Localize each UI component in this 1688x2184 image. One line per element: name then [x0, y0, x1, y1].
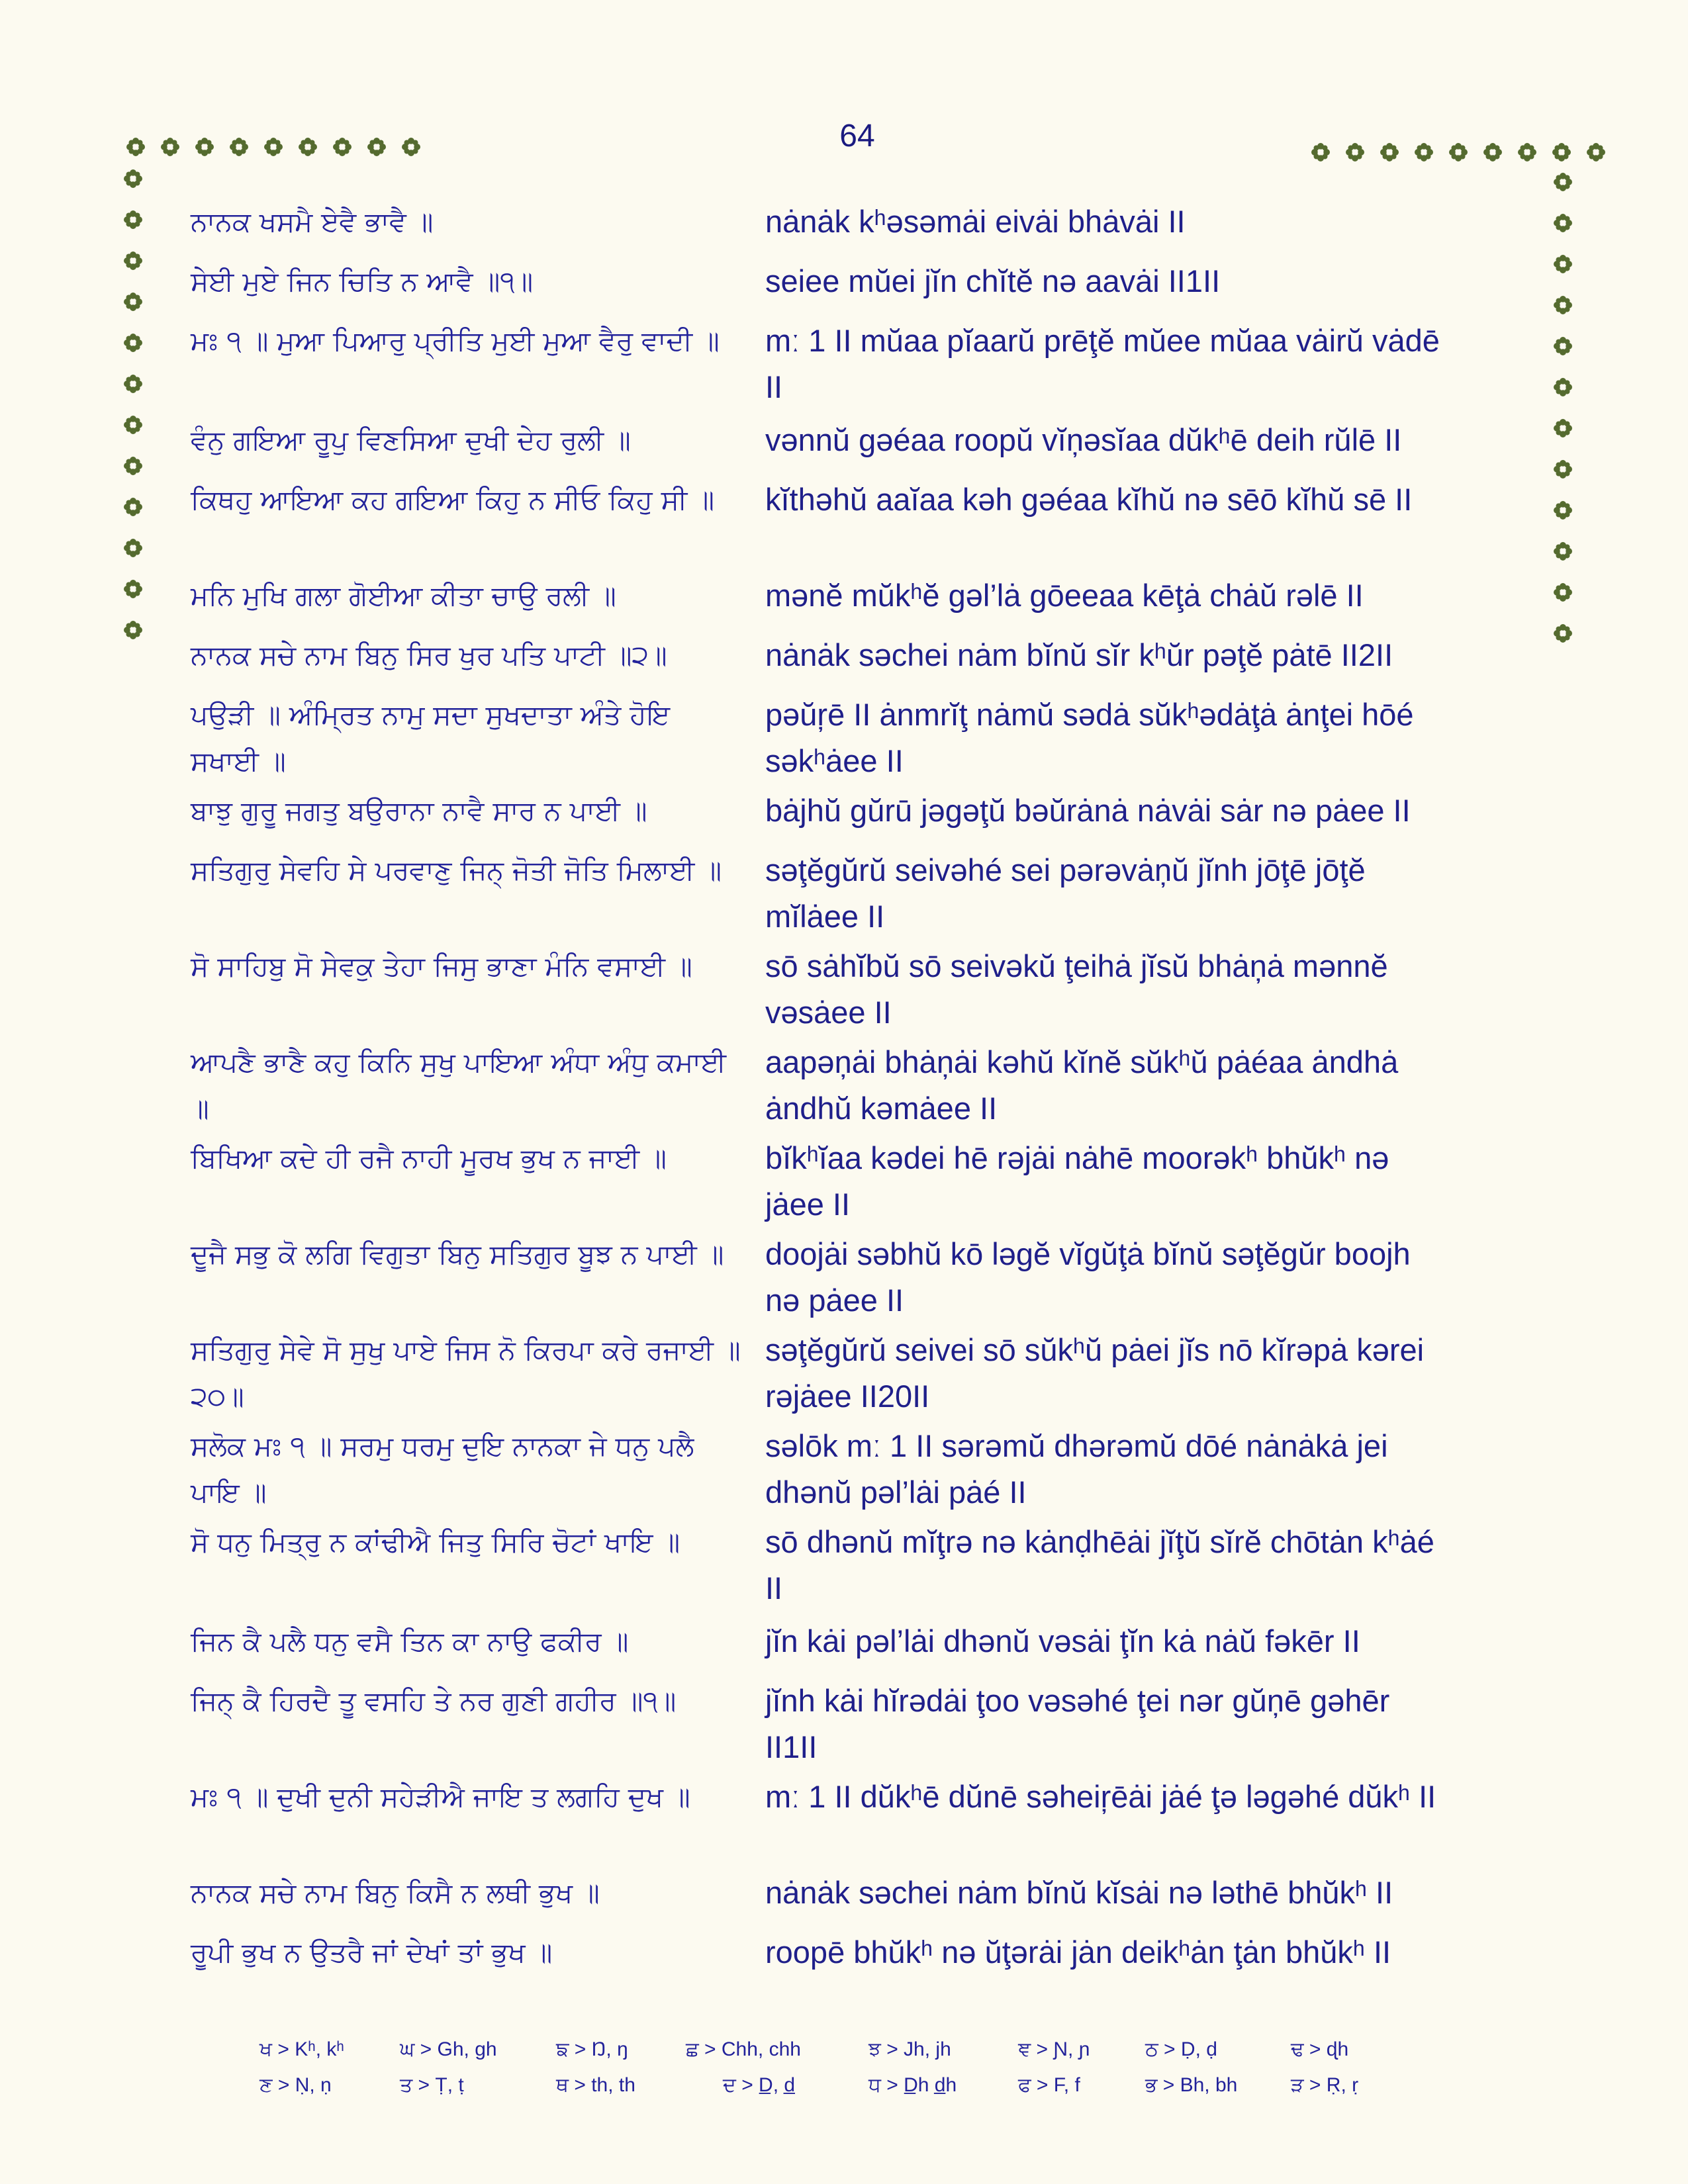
legend-item: ੜ > Ṛ, ṛ — [1291, 2074, 1359, 2096]
verse-gurmukhi: ਸੋ ਧਨੁ ਮਿਤ੍ਰੁ ਨ ਕਾਂਢੀਐ ਜਿਤੁ ਸਿਰਿ ਚੋਟਾਂ ਖਾਇ ॥ — [191, 1526, 680, 1558]
legend-item: ਤ > Ṭ, ṭ — [400, 2074, 464, 2096]
flower-icon — [332, 137, 352, 157]
verse-gurmukhi: ਨਾਨਕ ਸਚੇ ਨਾਮ ਬਿਨੁ ਸਿਰ ਖੁਰ ਪਤਿ ਪਾਟੀ ॥੨॥ — [191, 639, 667, 671]
flower-icon — [1483, 142, 1503, 162]
legend-item: ਭ > Bh, bh — [1145, 2074, 1238, 2096]
verse-gurmukhi: ਨਾਨਕ ਖਸਮੈ ਏਵੈ ਭਾਵੈ ॥ — [191, 206, 434, 238]
flower-icon — [1553, 377, 1573, 397]
verse-gurmukhi: ਕਿਥਹੁ ਆਇਆ ਕਹ ਗਇਆ ਕਿਹੁ ਨ ਸੀਓ ਕਿਹੁ ਸੀ ॥ — [191, 484, 714, 516]
verse-transliteration: bȧjhŭ gŭrū jəgəţŭ bəŭrȧnȧ nȧvȧi sȧr nə pȧee II — [765, 793, 1411, 828]
flower-icon — [123, 169, 143, 189]
verse-transliteration: roopē bhŭkʰ nə ŭţərȧi jȧn deikʰȧn ţȧn bhŭkʰ II — [765, 1934, 1391, 1970]
legend-item: ਠ > Ḍ, ḍ — [1145, 2038, 1217, 2060]
flower-icon — [1553, 541, 1573, 561]
flower-icon — [1553, 254, 1573, 274]
flower-icon — [123, 579, 143, 599]
flower-icon — [1586, 142, 1606, 162]
ornament-left-column — [123, 169, 143, 640]
verse-gurmukhi: ਪਉੜੀ ॥ ਅੰਮ੍ਰਿਤ ਨਾਮੁ ਸਦਾ ਸੁਖਦਾਤਾ ਅੰਤੇ ਹੋਇ ਸਖਾਈ ॥ — [191, 699, 671, 777]
ornament-top-right — [1311, 142, 1606, 162]
flower-icon — [1448, 142, 1468, 162]
flower-icon — [123, 456, 143, 476]
verse-transliteration: kĭthəhŭ aaĭaa kəh gəéaa kĭhŭ nə sēō kĭhŭ sē II — [765, 482, 1413, 517]
verse-gurmukhi: ਮਃ ੧ ॥ ਮੁਆ ਪਿਆਰੁ ਪ੍ਰੀਤਿ ਮੁਈ ਮੁਆ ਵੈਰੁ ਵਾਦੀ ॥ — [191, 325, 720, 357]
verse-transliteration: nȧnȧk səchei nȧm bĭnŭ sĭr kʰŭr pəţĕ pȧtē II2II — [765, 637, 1393, 672]
verse-transliteration: vənnŭ gəéaa roopŭ vĭņəsĭaa dŭkʰē deih rŭlē II — [765, 422, 1402, 457]
flower-icon — [123, 210, 143, 230]
flower-icon — [1380, 142, 1399, 162]
legend-item: ਥ > th, th — [556, 2074, 635, 2096]
verse-gurmukhi: ਰੂਪੀ ਭੁਖ ਨ ਉਤਰੈ ਜਾਂ ਦੇਖਾਂ ਤਾਂ ਭੁਖ ॥ — [191, 1936, 553, 1968]
verse-transliteration: jĭnh kȧi hĭrədȧi ţoo vəsəhé ţei nər gŭņē gəhēr II1II — [765, 1683, 1390, 1764]
verse-gurmukhi: ਦੂਜੈ ਸਭੁ ਕੋ ਲਗਿ ਵਿਗੁਤਾ ਬਿਨੁ ਸਤਿਗੁਰ ਬੂਝ ਨ ਪਾਈ ॥ — [191, 1238, 724, 1270]
legend-item: ਝ > Jh, jh — [868, 2038, 951, 2060]
legend-item: ਧ > D̲h d̲h — [868, 2074, 957, 2096]
legend-item: ਦ > D̲, d̲ — [723, 2074, 796, 2096]
flower-icon — [1311, 142, 1331, 162]
verse-transliteration: aapəņȧi bhȧņȧi kəhŭ kĭnĕ sŭkʰŭ pȧéaa ȧndhȧ ȧndhŭ kəmȧee II — [765, 1044, 1399, 1126]
flower-icon — [1414, 142, 1434, 162]
flower-icon — [1553, 336, 1573, 356]
verse-gurmukhi: ਵੰਨੁ ਗਇਆ ਰੂਪੁ ਵਿਣਸਿਆ ਦੁਖੀ ਦੇਹ ਰੁਲੀ ॥ — [191, 424, 631, 456]
verse-transliteration: mː 1 II mŭaa pĭaarŭ prēţĕ mŭee mŭaa vȧirŭ vȧdē II — [765, 323, 1440, 404]
legend-row — [259, 2038, 1385, 2074]
flower-icon — [1552, 142, 1571, 162]
flower-icon — [1553, 500, 1573, 520]
legend-item: ਞ > Ɲ, ɲ — [1018, 2038, 1090, 2060]
page-number: 64 — [839, 118, 875, 154]
flower-icon — [126, 137, 146, 157]
flower-icon — [1553, 172, 1573, 192]
flower-icon — [123, 620, 143, 640]
flower-icon — [1553, 582, 1573, 602]
legend-item: ਫ > F, f — [1018, 2074, 1080, 2096]
verse-transliteration: nȧnȧk səchei nȧm bĭnŭ kĭsȧi nə ləthē bhŭkʰ II — [765, 1875, 1393, 1910]
verse-transliteration: doojȧi səbhŭ kō ləgĕ vĭgŭţȧ bĭnŭ səţĕgŭr boojh nə pȧee II — [765, 1236, 1411, 1318]
verse-gurmukhi: ਸਤਿਗੁਰੁ ਸੇਵਹਿ ਸੇ ਪਰਵਾਣੁ ਜਿਨ੍ ਜੋਤੀ ਜੋਤਿ ਮਿਲਾਈ ॥ — [191, 854, 722, 886]
verse-gurmukhi: ਸਲੋਕ ਮਃ ੧ ॥ ਸਰਮੁ ਧਰਮੁ ਦੁਇ ਨਾਨਕਾ ਜੇ ਧਨੁ ਪਲੈ ਪਾਇ ॥ — [191, 1430, 694, 1508]
flower-icon — [123, 374, 143, 394]
flower-icon — [123, 292, 143, 312]
verse-transliteration: səţĕgŭrŭ seivei sō sŭkʰŭ pȧei jĭs nō kĭrəpȧ kərei rəjȧee II20II — [765, 1332, 1425, 1414]
transliteration-legend — [259, 2038, 1385, 2110]
legend-item: ਣ > Ṇ, ṇ — [259, 2074, 332, 2096]
verse-gurmukhi: ਸੇਈ ਮੁਏ ਜਿਨ ਚਿਤਿ ਨ ਆਵੈ ॥੧॥ — [191, 265, 534, 297]
verse-gurmukhi: ਬਿਖਿਆ ਕਦੇ ਹੀ ਰਜੈ ਨਾਹੀ ਮੂਰਖ ਭੁਖ ਨ ਜਾਈ ॥ — [191, 1142, 667, 1174]
verse-gurmukhi: ਆਪਣੈ ਭਾਣੈ ਕਹੁ ਕਿਨਿ ਸੁਖੁ ਪਾਇਆ ਅੰਧਾ ਅੰਧੁ ਕਮਾਈ ॥ — [191, 1046, 727, 1124]
verse-transliteration: bĭkʰĭaa kədei hē rəjȧi nȧhē moorəkʰ bhŭkʰ nə jȧee II — [765, 1140, 1389, 1222]
flower-icon — [367, 137, 387, 157]
verse-gurmukhi: ਜਿਨ ਕੈ ਪਲੈ ਧਨੁ ਵਸੈ ਤਿਨ ਕਾ ਨਾਉ ਫਕੀਰ ॥ — [191, 1625, 629, 1657]
flower-icon — [298, 137, 318, 157]
verse-transliteration: səţĕgŭrŭ seivəhé sei pərəvȧņŭ jĭnh jōţē jōţĕ mĭlȧee II — [765, 852, 1366, 934]
flower-icon — [1553, 213, 1573, 233]
verse-transliteration: sō dhənŭ mĭţrə nə kȧnḍhēȧi jĭţŭ sĭrĕ chōtȧn kʰȧé II — [765, 1524, 1434, 1606]
flower-icon — [123, 497, 143, 517]
legend-item: ਛ > Chh, chh — [686, 2038, 801, 2060]
verse-gurmukhi: ਜਿਨ੍ ਕੈ ਹਿਰਦੈ ਤੂ ਵਸਹਿ ਤੇ ਨਰ ਗੁਣੀ ਗਹੀਰ ॥੧॥ — [191, 1685, 677, 1717]
verse-transliteration: seiee mŭei jĭn chĭtĕ nə aavȧi II1II — [765, 263, 1221, 298]
flower-icon — [1553, 418, 1573, 438]
ornament-top-left — [126, 137, 421, 157]
verse-transliteration: nȧnȧk kʰəsəmȧi eivȧi bhȧvȧi II — [765, 204, 1186, 239]
verse-transliteration: jĭn kȧi pəl’lȧi dhənŭ vəsȧi ţĭn kȧ nȧŭ fəkēr II — [765, 1623, 1360, 1659]
flower-icon — [229, 137, 249, 157]
verse-transliteration: mənĕ mŭkʰĕ gəl’lȧ gōeeaa kēţȧ chȧŭ rəlē II — [765, 578, 1364, 613]
verse-gurmukhi: ਮਨਿ ਮੁਖਿ ਗਲਾ ਗੋਈਆ ਕੀਤਾ ਚਾਉ ਰਲੀ ॥ — [191, 580, 616, 612]
flower-icon — [123, 415, 143, 435]
verse-transliteration: pəŭŗē II ȧnmrĭţ nȧmŭ sədȧ sŭkʰədȧţȧ ȧnţei hōé səkʰȧee II — [765, 697, 1414, 778]
verse-gurmukhi: ਬਾਝੁ ਗੁਰੂ ਜਗਤੁ ਬਉਰਾਨਾ ਨਾਵੈ ਸਾਰ ਨ ਪਾਈ ॥ — [191, 795, 647, 827]
flower-icon — [195, 137, 214, 157]
legend-item: ਖ > Kʰ, kʰ — [259, 2038, 344, 2060]
legend-item: ਢ > ɖh — [1291, 2038, 1349, 2060]
flower-icon — [160, 137, 180, 157]
flower-icon — [1553, 459, 1573, 479]
flower-icon — [1517, 142, 1537, 162]
flower-icon — [263, 137, 283, 157]
flower-icon — [401, 137, 421, 157]
flower-icon — [123, 538, 143, 558]
verse-transliteration: sō sȧhĭbŭ sō seivəkŭ ţeihȧ jĭsŭ bhȧņȧ mənnĕ vəsȧee II — [765, 948, 1388, 1030]
verse-transliteration: səlōk mː 1 II sərəmŭ dhərəmŭ dōé nȧnȧkȧ jei dhənŭ pəl’lȧi pȧé II — [765, 1428, 1388, 1510]
verse-gurmukhi: ਸੋ ਸਾਹਿਬੁ ਸੋ ਸੇਵਕੁ ਤੇਹਾ ਜਿਸੁ ਭਾਣਾ ਮੰਨਿ ਵਸਾਈ ॥ — [191, 950, 692, 982]
flower-icon — [123, 251, 143, 271]
flower-icon — [1553, 295, 1573, 315]
flower-icon — [1553, 623, 1573, 643]
flower-icon — [1345, 142, 1365, 162]
verse-gurmukhi: ਨਾਨਕ ਸਚੇ ਨਾਮ ਬਿਨੁ ਕਿਸੈ ਨ ਲਥੀ ਭੁਖ ॥ — [191, 1877, 600, 1909]
verse-gurmukhi: ਮਃ ੧ ॥ ਦੁਖੀ ਦੁਨੀ ਸਹੇੜੀਐ ਜਾਇ ਤ ਲਗਹਿ ਦੁਖ ॥ — [191, 1781, 690, 1813]
legend-item: ਙ > Ŋ, ŋ — [556, 2038, 628, 2060]
verse-transliteration: mː 1 II dŭkʰē dŭnē səheiŗēȧi jȧé ţə ləgəhé dŭkʰ II — [765, 1779, 1436, 1814]
legend-row — [259, 2074, 1385, 2110]
flower-icon — [123, 333, 143, 353]
ornament-right-column — [1553, 172, 1573, 643]
verse-gurmukhi: ਸਤਿਗੁਰੁ ਸੇਵੇ ਸੋ ਸੁਖੁ ਪਾਏ ਜਿਸ ਨੋ ਕਿਰਪਾ ਕਰੇ ਰਜਾਈ ॥੨੦॥ — [191, 1334, 741, 1412]
legend-item: ਘ > Gh, gh — [400, 2038, 497, 2060]
